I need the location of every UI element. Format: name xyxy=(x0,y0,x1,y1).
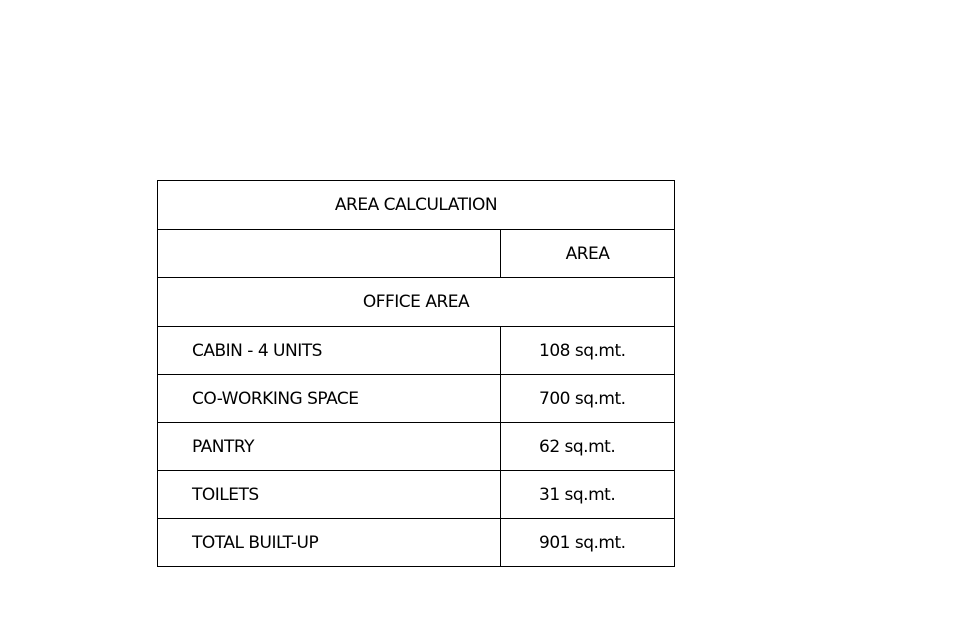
row-value-co-working: 700 sq.mt. xyxy=(501,375,675,423)
area-calculation-table xyxy=(157,180,675,567)
table-row xyxy=(158,327,675,375)
row-value-pantry: 62 sq.mt. xyxy=(501,423,675,471)
row-label-pantry: PANTRY xyxy=(158,423,501,471)
table-row xyxy=(158,423,675,471)
table-title-row xyxy=(158,181,675,230)
table-title: AREA CALCULATION xyxy=(158,181,675,230)
table-header-row xyxy=(158,230,675,278)
row-value-cabin: 108 sq.mt. xyxy=(501,327,675,375)
table-row xyxy=(158,375,675,423)
row-value-toilets: 31 sq.mt. xyxy=(501,471,675,519)
header-empty-cell xyxy=(158,230,501,278)
section-title: OFFICE AREA xyxy=(158,278,675,327)
area-column-header: AREA xyxy=(501,230,675,278)
row-label-total: TOTAL BUILT-UP xyxy=(158,519,501,567)
table-row xyxy=(158,519,675,567)
row-label-cabin: CABIN - 4 UNITS xyxy=(158,327,501,375)
row-value-total: 901 sq.mt. xyxy=(501,519,675,567)
row-label-toilets: TOILETS xyxy=(158,471,501,519)
row-label-co-working: CO-WORKING SPACE xyxy=(158,375,501,423)
section-row xyxy=(158,278,675,327)
table-row xyxy=(158,471,675,519)
